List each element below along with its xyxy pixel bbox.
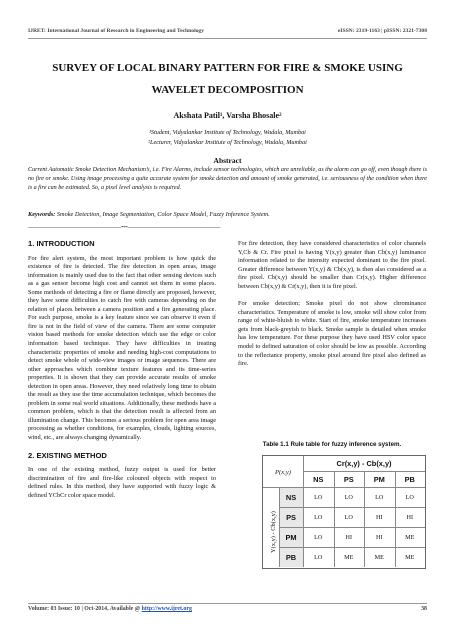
section-heading-introduction: 1. INTRODUCTION bbox=[28, 239, 95, 248]
table-rule bbox=[303, 456, 304, 567]
section-heading-existing-method: 2. EXISTING METHOD bbox=[28, 450, 107, 460]
smoke-detection-paragraph: For smoke detection; Smoke pixel do not show chrominance characteristics. Temperature of smoke is low, smoke will show color from range of white-bluish to white. Start of fire, smoke temperature increases gets from black-greyish to black. Smoke sample is detailed when smoke has low temperature. For these purpose they have used HSV color space model to defined saturation of color should be low as possible. According to the reflectance property, smoke pixel around fire pixel also defined as fire. bbox=[238, 300, 426, 368]
table-rule bbox=[279, 547, 425, 548]
footer-volume-text: Volume: 03 Issue: 10 | Oct-2014, Available @ bbox=[28, 606, 142, 612]
left-column bbox=[28, 240, 216, 500]
table-rule bbox=[334, 471, 335, 567]
title-line-2: WAVELET DECOMPOSITION bbox=[151, 84, 304, 96]
table-cell: LO bbox=[314, 533, 323, 541]
fuzzy-rule-table bbox=[262, 455, 426, 569]
affiliations bbox=[28, 128, 427, 148]
affiliation-2: ²Lecturer, Vidyalankar Institute of Technology, Wadala, Mumbai bbox=[148, 139, 307, 146]
col-head-ns: NS bbox=[313, 474, 324, 484]
page-number: 38 bbox=[421, 606, 427, 612]
row-head-pm: PM bbox=[279, 527, 303, 547]
table-cell: HI bbox=[345, 533, 353, 541]
abstract-text: Current Automatic Smoke Detection Mechanism’s, i.e. Fire Alarms, include sensor technologies, which are unreliable, as the alarm can go off, even though there is no fire or smoke. Using image processing a quite accurate system for smoke detection and amount of smoke generated, i.e. seriousness of the condition when there is a fire can be estimated. So, a pixel level analysis is required. bbox=[28, 167, 427, 191]
table-cell: LO bbox=[344, 513, 353, 521]
title-line-1: SURVEY OF LOCAL BINARY PATTERN FOR FIRE & SMOKE USING bbox=[52, 62, 403, 74]
table-cell: ME bbox=[374, 553, 384, 561]
section-separator: --------------------------------------------------------------------***-------------------------------------------------------------------- bbox=[28, 226, 221, 231]
right-column bbox=[238, 240, 426, 369]
footer-rule bbox=[28, 603, 427, 604]
table-rule bbox=[279, 527, 425, 528]
existing-method-paragraph: In one of the existing method, fuzzy output is used for better discrimination of fire and fire-like coloured objects with respect to defined rules. In this method, they have supported with fuzzy logic & defined YCbCr color space model. bbox=[28, 466, 216, 499]
table-rule bbox=[279, 487, 280, 567]
table-cell: ME bbox=[405, 533, 415, 541]
table-cell: LO bbox=[314, 553, 323, 561]
table-cell: LO bbox=[375, 493, 384, 501]
table-top-label: Cr(x,y) - Cb(x,y) bbox=[336, 459, 392, 468]
table-side-label: Y(x,y) - Cb(x,y) bbox=[269, 511, 277, 553]
author-list: Akshata Patil¹, Varsha Bhosale² bbox=[173, 111, 282, 120]
row-head-pb: PB bbox=[279, 547, 303, 567]
introduction-paragraph: For fire alert system, the most important problem is how quick the existence of fire is detected. The fire detection in open areas, image information is mainly used due to the fact that other sensing devices such as a gas sensor become high cost and cannot set them in some places. Some methods of detecting a fire or flame directly are proposed, however, they have some difficulties to catch fire with cameras depending on the relation of places between a camera position and a fire generating place. For such purpose, smoke is a key feature since we can observe it even if fire is not in the field of view of the camera. There are some computer vision based methods for smoke detection which use the edge or color information based technique. They have difficulties in treating characteristic properties of smoke and needing high-cost computations to detect smoke whole of wide-view images or image sequences. There are other approaches which combine texture features and its time-series properties. It is shown that they can provide accurate results of smoke detection in open areas. However, they need relatively long time to obtain the result as they use the time accumulation technique, which becomes the problem in some real world situations. Additionally, these methods have a common problem, which is that the detection result is affected from an illumination change. This becomes a serious problem for open area image processing as whether conditions, for examples, clouds, lighting sources, wind, etc., are always changing dynamically. bbox=[28, 254, 216, 442]
row-head-ps: PS bbox=[279, 507, 303, 527]
table-cell: LO bbox=[405, 493, 414, 501]
keywords-label: Keywords: bbox=[28, 211, 56, 218]
journal-link[interactable]: http://www.ijret.org bbox=[141, 606, 192, 612]
journal-name: IJRET: International Journal of Research in Engineering and Technology bbox=[28, 28, 205, 34]
table-cell: HI bbox=[406, 513, 414, 521]
table-rule bbox=[395, 471, 396, 567]
issn-text: eISSN: 2319-1163 | pISSN: 2321-7308 bbox=[337, 28, 427, 34]
table-caption: Table 1.1 Rule table for fuzzy inference system. bbox=[262, 441, 402, 448]
table-corner-label: P(x,y) bbox=[275, 468, 291, 476]
table-cell: ME bbox=[405, 553, 415, 561]
running-header bbox=[28, 28, 427, 34]
header-rule bbox=[28, 38, 427, 39]
table-rule bbox=[279, 507, 425, 508]
footer-volume-info bbox=[28, 606, 192, 612]
abstract-heading: Abstract bbox=[213, 156, 242, 165]
fire-detection-paragraph: For fire detection, they have considered characteristics of color channels Y,Cb & Cr. Fire pixel is having Y(x,y) greater than Cb(x,y) luminance information related to the intensity expected dominant to the fire pixel. Greater difference between Y(x,y) & Cb(x,y), is then also considered as a fire pixel. Cb(x,y) should be smaller than Cr(x,y). Higher difference between Cb(x,y) & Cr(x,y), then it is fire pixel. bbox=[238, 240, 426, 290]
row-head-ns: NS bbox=[279, 487, 303, 507]
paper-title bbox=[28, 57, 427, 101]
keywords-text: Smoke Detection, Image Segmentation, Color Space Model, Fuzzy Inference System. bbox=[55, 211, 270, 218]
table-cell: HI bbox=[375, 533, 383, 541]
affiliation-1: ¹Student, Vidyalankar Institute of Technology, Wadala, Mumbai bbox=[149, 129, 306, 136]
table-cell: LO bbox=[344, 493, 353, 501]
table-cell: LO bbox=[314, 493, 323, 501]
col-head-pb: PB bbox=[404, 474, 415, 484]
table-cell: HI bbox=[375, 513, 383, 521]
table-rule bbox=[263, 487, 425, 488]
running-footer bbox=[28, 606, 427, 612]
col-head-ps: PS bbox=[343, 474, 354, 484]
table-rule bbox=[364, 471, 365, 567]
table-cell: LO bbox=[314, 513, 323, 521]
keywords bbox=[28, 211, 427, 218]
table-cell: ME bbox=[344, 553, 354, 561]
col-head-pm: PM bbox=[373, 474, 385, 484]
